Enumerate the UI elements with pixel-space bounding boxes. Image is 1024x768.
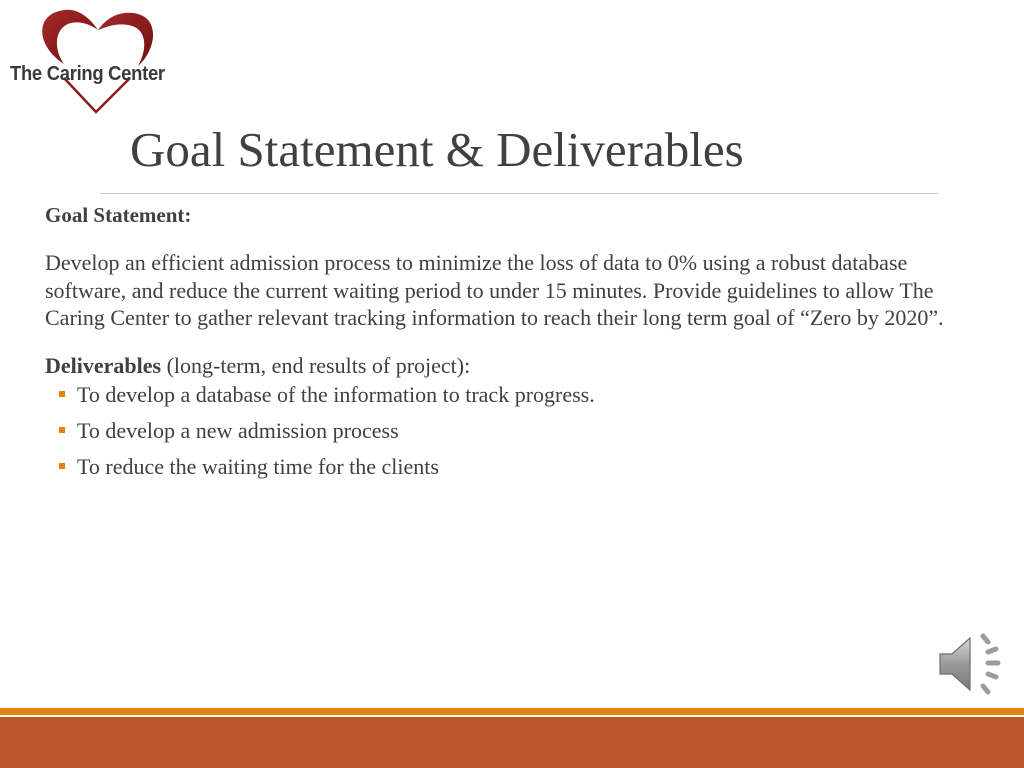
list-item [58, 417, 965, 444]
audio-button[interactable] [936, 630, 1008, 698]
logo-text: The Caring Center [10, 63, 165, 85]
deliverables-label: Deliverables [45, 352, 162, 378]
goal-body: Develop an efficient admission process to minimize the loss of data to 0% using a robust database software, and reduce the current waiting period to under 15 minutes. Provide guidelines to allow The Caring Center to gather relevant tracking information to reach their long term goal of “Zero by 2020”. [45, 250, 944, 330]
list-item-text: To develop a database of the information to track progress. [77, 381, 595, 407]
deliverables-list [45, 381, 965, 480]
caring-center-logo [6, 6, 196, 118]
slide-content [45, 200, 965, 489]
slide-title: Goal Statement & Deliverables [130, 122, 744, 177]
goal-heading: Goal Statement: [45, 203, 192, 227]
list-item-text: To reduce the waiting time for the clients [77, 453, 439, 479]
footer-band [0, 717, 1024, 768]
bullet-icon [59, 391, 65, 397]
list-item [58, 381, 965, 408]
bullet-icon [59, 463, 65, 469]
footer-accent-band [0, 708, 1024, 715]
list-item-text: To develop a new admission process [77, 417, 399, 443]
title-divider [100, 193, 938, 194]
deliverables-heading [45, 352, 965, 379]
list-item [58, 453, 965, 480]
bullet-icon [59, 427, 65, 433]
deliverables-note: (long-term, end results of project): [161, 352, 471, 378]
heart-logo-icon [6, 6, 196, 118]
speaker-icon [936, 630, 1008, 698]
